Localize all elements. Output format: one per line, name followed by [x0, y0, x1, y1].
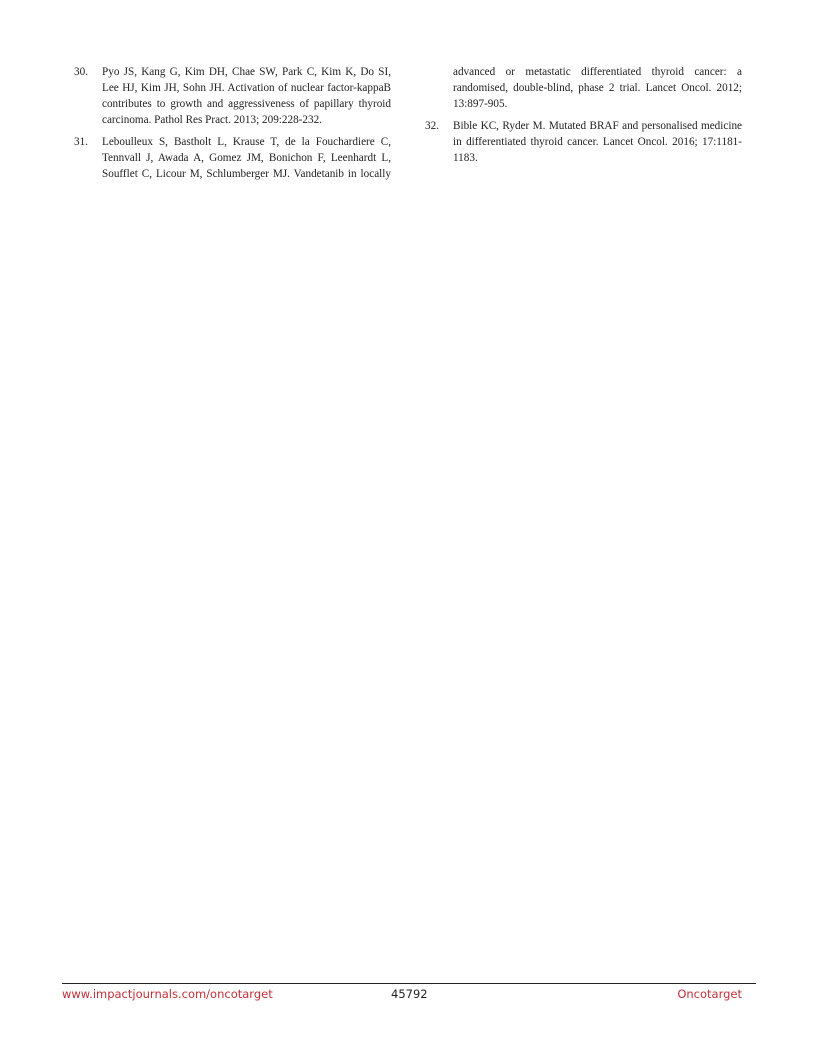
journal-url-link[interactable]: www.impactjournals.com/oncotarget: [62, 987, 273, 1001]
reference-text: Leboulleux S, Bastholt L, Krause T, de la Fouchardiere C, Tennvall J, Awada A, Gomez JM, Bonichon F, Leenhardt L, Soufflet C, Licour M, Schlumberger MJ. Vandetanib in locally advanced or metastatic differentiated thyroid cancer: a randomised, double-blind, phase 2 trial. Lancet Oncol. 2012; 13:897-905.: [102, 66, 742, 180]
reference-number: 32.: [425, 120, 439, 132]
reference-number: 31.: [74, 136, 88, 148]
reference-text: Pyo JS, Kang G, Kim DH, Chae SW, Park C, Kim K, Do SI, Lee HJ, Kim JH, Sohn JH. Activation of nuclear factor-kappaB contributes to growth and aggressiveness of papillary thyroid carcinoma. Pathol Res Pract. 2013; 209:228-232.: [102, 66, 391, 126]
reference-item: [74, 64, 391, 128]
reference-list: [74, 64, 742, 184]
footer-divider: [62, 983, 756, 984]
reference-number: 30.: [74, 66, 88, 78]
page-number: 45792: [391, 987, 428, 1001]
reference-text: Bible KC, Ryder M. Mutated BRAF and personalised medicine in differentiated thyroid cancer. Lancet Oncol. 2016; 17:1181-1183.: [453, 120, 742, 164]
journal-name: Oncotarget: [677, 987, 742, 1001]
reference-item: [425, 118, 742, 166]
page-footer: [62, 987, 756, 1003]
